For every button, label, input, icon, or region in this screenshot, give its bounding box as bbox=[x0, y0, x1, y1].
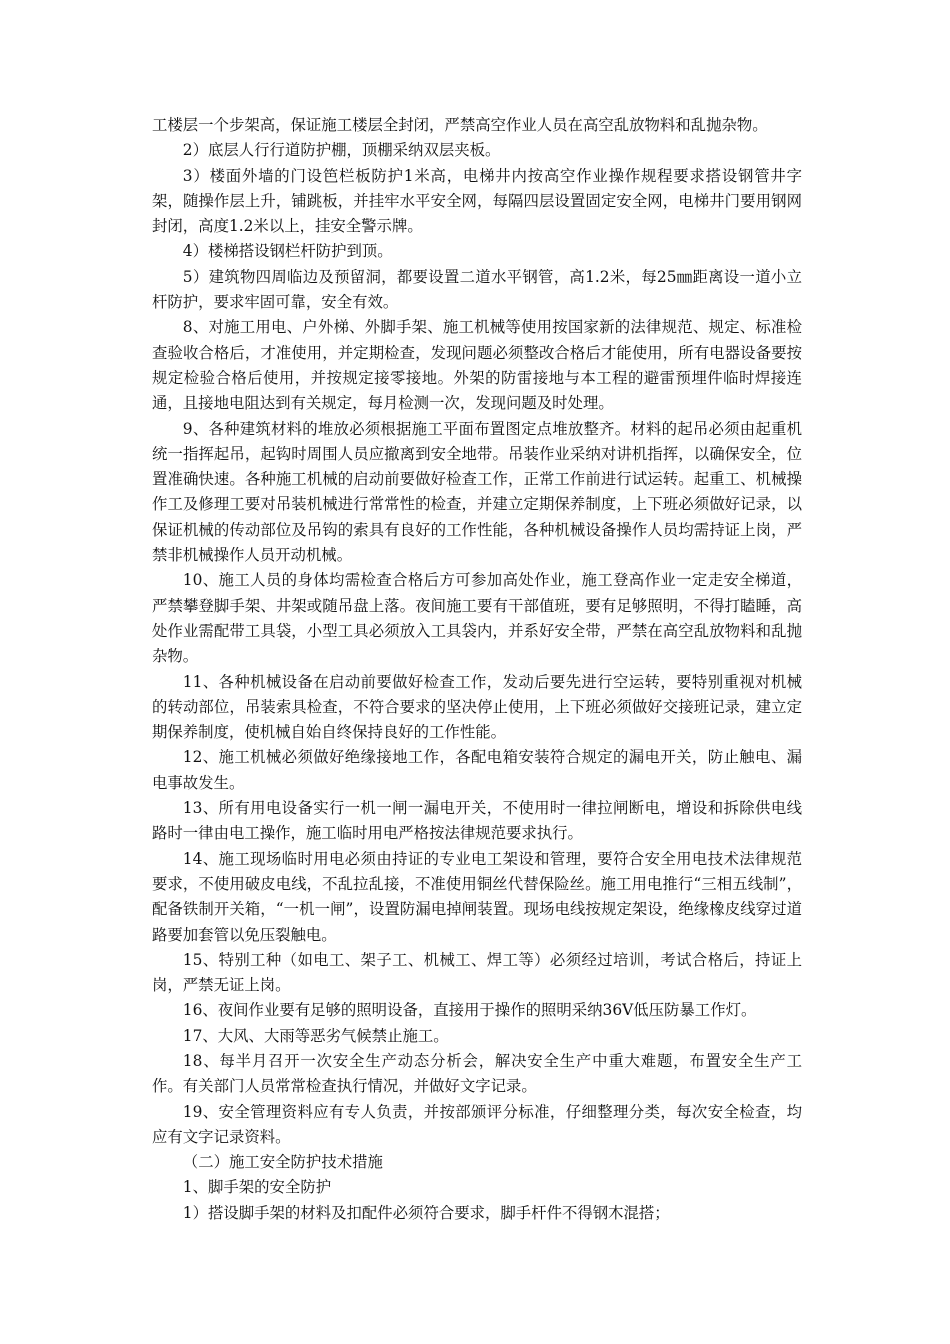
paragraph-item-5: 5）建筑物四周临边及预留洞，都要设置二道水平钢管，高1.2米，每25㎜距离设一道小立杆防护，要求牢固可靠，安全有效。 bbox=[152, 267, 802, 312]
paragraph-rule-8: 8、对施工用电、户外梯、外脚手架、施工机械等使用按国家新的法律规范、规定、标准检查验收合格后，才准使用，并定期检查，发现问题必须整改合格后才能使用，所有电器设备要按规定检验合格后使用，并按规定接零接地。外架的防雷接地与本工程的避雷预埋件临时焊接连通，且接地电阻达到有关规定，每月检测一次，发现问题及时处理。 bbox=[152, 318, 802, 413]
paragraph-item-3: 3）楼面外墙的门设笆栏板防护1米高，电梯井内按高空作业操作规程要求搭设钢管井字架，随操作层上升，铺跳板，并挂牢水平安全网，每隔四层设置固定安全网，电梯井门要用钢网封闭，高度1.2米以上，挂安全警示牌。 bbox=[152, 166, 802, 236]
paragraph-rule-15: 15、特别工种（如电工、架子工、机械工、焊工等）必须经过培训，考试合格后，持证上岗，严禁无证上岗。 bbox=[152, 950, 802, 995]
paragraph-rule-11: 11、各种机械设备在启动前要做好检查工作，发动后要先进行空运转，要特别重视对机械的转动部位，吊装索具检查，不符合要求的坚决停止使用，上下班必须做好交接班记录，建立定期保养制度，使机械自始自终保持良好的工作性能。 bbox=[152, 672, 802, 742]
paragraph-rule-17: 17、大风、大雨等恶劣气候禁止施工。 bbox=[182, 1026, 449, 1045]
paragraph-rule-13: 13、所有用电设备实行一机一闸一漏电开关，不使用时一律拉闸断电，增设和拆除供电线路时一律由电工操作，施工临时用电严格按法律规范要求执行。 bbox=[152, 799, 802, 843]
paragraph-continuation: 工楼层一个步架高，保证施工楼层全封闭，严禁高空作业人员在高空乱放物料和乱抛杂物。 bbox=[152, 116, 768, 134]
section-heading: （二）施工安全防护技术措施 bbox=[182, 1153, 383, 1172]
paragraph-rule-19: 19、安全管理资料应有专人负责，并按部颁评分标准，仔细整理分类，每次安全检查，均应有文字记录资料。 bbox=[152, 1102, 802, 1146]
paragraph-rule-18: 18、每半月召开一次安全生产动态分析会，解决安全生产中重大难题，布置安全生产工作。有关部门人员常常检查执行情况，并做好文字记录。 bbox=[152, 1051, 802, 1096]
subsection-heading: 1、脚手架的安全防护 bbox=[182, 1178, 332, 1197]
paragraph-rule-10: 10、施工人员的身体均需检查合格后方可参加高处作业，施工登高作业一定走安全梯道，严禁攀登脚手架、井架或随吊盘上落。夜间施工要有干部值班，要有足够照明，不得打瞌睡，高处作业需配带工具袋，小型工具必须放入工具袋内，并系好安全带，严禁在高空乱放物料和乱抛杂物。 bbox=[152, 571, 802, 666]
paragraph-rule-14: 14、施工现场临时用电必须由持证的专业电工架设和管理，要符合安全用电技术法律规范要求，不使用破皮电线，不乱拉乱接，不准使用铜丝代替保险丝。施工用电推行“三相五线制”，配备铁制开关箱，“一机一闸”，设置防漏电掉闸装置。现场电线按规定架设，绝缘橡皮线穿过道路要加套管以免压裂触电。 bbox=[152, 849, 802, 944]
paragraph-rule-16: 16、夜间作业要有足够的照明设备，直接用于操作的照明采纳36V低压防暴工作灯。 bbox=[182, 1001, 757, 1020]
paragraph-scaffold-1: 1）搭设脚手架的材料及扣配件必须符合要求，脚手杆件不得钢木混搭； bbox=[182, 1203, 670, 1222]
paragraph-rule-9: 9、各种建筑材料的堆放必须根据施工平面布置图定点堆放整齐。材料的起吊必须由起重机统一指挥起吊，起钩时周围人员应撤离到安全地带。吊装作业采纳对讲机指挥，以确保安全，位置准确快速。各种施工机械的启动前要做好检查工作，正常工作前进行试运转。起重工、机械操作工及修理工要对吊装机械进行常常性的检查，并建立定期保养制度，上下班必须做好记录，以保证机械的传动部位及吊钩的索具有良好的工作性能，各种机械设备操作人员均需持证上岗，严禁非机械操作人员开动机械。 bbox=[152, 419, 802, 565]
paragraph-rule-12: 12、施工机械必须做好绝缘接地工作，各配电箱安装符合规定的漏电开关，防止触电、漏电事故发生。 bbox=[152, 748, 802, 792]
paragraph-item-4: 4）楼梯搭设钢栏杆防护到顶。 bbox=[182, 242, 393, 261]
document-page bbox=[152, 113, 802, 1226]
paragraph-item-2: 2）底层人行行道防护棚，顶棚采纳双层夹板。 bbox=[182, 141, 501, 160]
